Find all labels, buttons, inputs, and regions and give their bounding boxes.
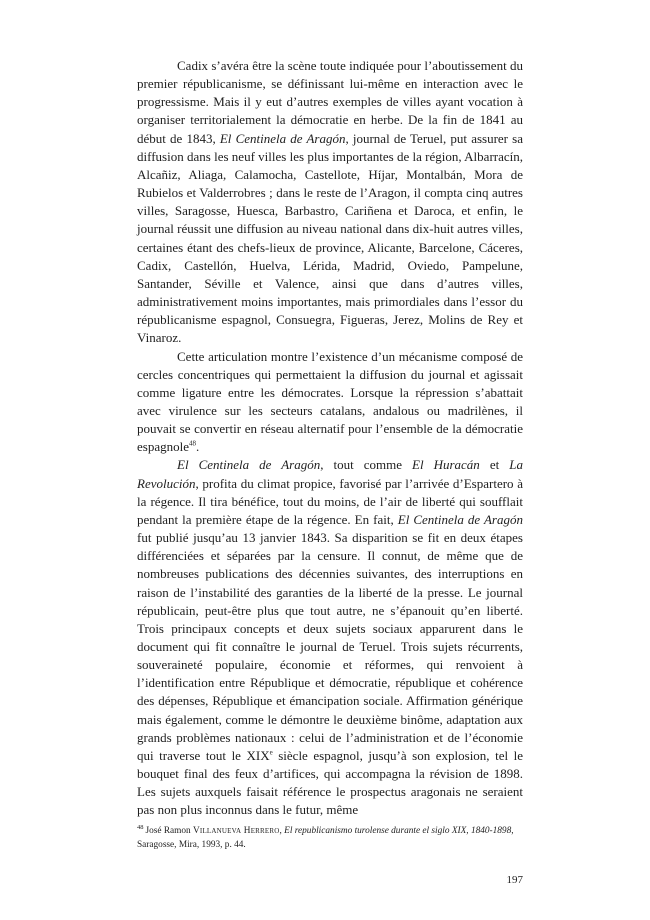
italic-title: El Centinela de Aragón xyxy=(397,511,523,527)
text-run: . xyxy=(195,439,200,455)
text-run: siècle espagnol, jusqu’à son explosion, tel le bouquet final des feux d’artifices, qui accompagna la révision de 1898. Les sujets auxquels faisait référence le prospectus aragonais ne seraient pas non plus inconnus dans le futur, même xyxy=(137,747,523,818)
text-run: Cette articulation montre l’existence d’un mécanisme composé de cercles concentriques qui permettaient la diffusion du journal et agissait comme ligature entre les démocrates. Lorsque la répression s’abattait avec virulence sur les secteurs catalans, andalous ou madrilènes, il pouvait se convertir en réseau alternatif pour l’ensemble de la démocratie espagnole xyxy=(137,348,523,455)
text-run: , journal de Teruel, put assurer sa diffusion dans les neuf villes les plus importantes de la région, Albarracín, Alcañiz, Aliaga, Calamocha, Castellote, Híjar, Montalbán, Mora de Rubielos et Valderrobres ; dans le reste de l’Aragon, il compta cinq autres villes, Saragosse, Huesca, Barbastro, Cariñena et Daroca, et enfin, le journal réussit une diffusion au niveau national dans dix-huit autres villes, certaines étant des chefs-lieux de province, Alicante, Barcelone, Cáceres, Cadix, Castellón, Huelva, Lérida, Madrid, Oviedo, Pampelune, Santander, Séville et Valence, ainsi que dans d’autres villes, administrativement moins importantes, mais primordiales dans l’essor du républicanisme espagnol, Consuegra, Figueras, Jerez, Molins de Rey et Vinaroz. xyxy=(137,130,523,346)
italic-title: El Centinela de Aragón xyxy=(177,457,321,473)
page-number: 197 xyxy=(506,874,523,886)
text-run: , tout comme xyxy=(320,457,413,473)
italic-title: El Huracán xyxy=(412,457,480,473)
footnote-author-last: Villanueva Herrero xyxy=(193,826,280,836)
text-run: fut publié jusqu’au 13 janvier 1843. Sa disparition se fit en deux étapes différenciées et séparées par la censure. Il connut, de même que de nombreuses publications des décennies suivantes, des interruptions en raison de l’instabilité des garanties de la liberté de la presse. Le journal républicain, peut-être plus que tout autre, ne s’épanouit qu’en liberté. Trois principaux concepts et deux sujets sociaux apparurent dans le document qui fit connaître le journal de Teruel. Trois sujets récurrents, souveraineté populaire, économie et réformes, qui renvoient à l’identification entre République et démocratie, république et cohérence des dépenses, République et émancipation sociale. Affirmation générique mais également, comme le démontre le deuxième binôme, adaptation aux grands problèmes nationaux : celui de l’administration et de l’économie qui traverse tout le XIX xyxy=(137,530,523,763)
italic-title: El Centinela de Aragón xyxy=(219,130,346,146)
text-run: et xyxy=(479,457,510,473)
footnote-title: El republicanismo turolense durante el siglo XIX, 1840-1898 xyxy=(284,826,512,836)
footnote-comma: , xyxy=(279,826,285,836)
paragraph xyxy=(137,348,523,457)
italic-title: La Revolución xyxy=(137,457,523,491)
body-text xyxy=(137,57,523,820)
superscript: e xyxy=(269,748,273,757)
footnote-author-first: José Ramon xyxy=(145,826,194,836)
text-run: Cadix s’avéra être la scène toute indiquée pour l’aboutissement du premier républicanisme, se définissant lui-même en interaction avec le progressisme. Mais il y eut d’autres exemples de villes ayant vocation à organiser territorialement la démocratie en herbe. De la fin de 1841 au début de 1843, xyxy=(137,58,523,146)
footnote-48 xyxy=(137,825,523,852)
footnote-publication: , Saragosse, Mira, 1993, p. 44. xyxy=(137,826,514,850)
paragraph xyxy=(137,57,523,348)
footnote-number: 48 xyxy=(137,823,144,831)
paragraph xyxy=(137,456,523,819)
footnote-reference: 48 xyxy=(188,439,196,448)
text-run: , profita du climat propice, favorisé par l’arrivée d’Espartero à la régence. Il tira bénéfice, tout du moins, de l’air de liberté qui soufflait pendant la première étape de la régence. En fait, xyxy=(137,475,523,527)
